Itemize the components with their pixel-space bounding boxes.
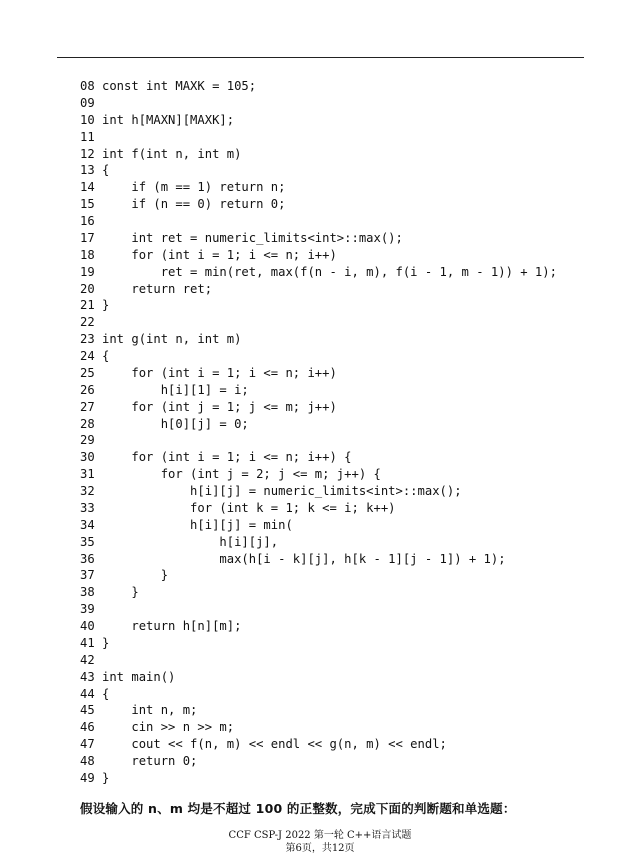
code-line: 15 if (n == 0) return 0; <box>80 197 286 212</box>
code-line: 48 return 0; <box>80 754 198 768</box>
code-line: 09 <box>80 95 95 110</box>
code-line: 33 for (int k = 1; k <= i; k++) <box>80 500 396 515</box>
code-line: 16 <box>80 214 95 228</box>
code-line: 30 for (int i = 1; i <= n; i++) { <box>80 450 352 465</box>
code-line: 23 int g(int n, int m) <box>80 332 242 347</box>
code-line: 36 max(h[i - k][j], h[k - 1][j - 1]) + 1); <box>80 551 506 566</box>
code-line: 17 int ret = numeric_limits<int>::max(); <box>80 230 403 245</box>
code-line: 46 cin >> n >> m; <box>80 720 235 735</box>
footer-exam-title: CCF CSP-J 2022 第一轮 C++语言试题 <box>228 830 412 841</box>
question-prompt: 假设输入的 n、m 均是不超过 100 的正整数，完成下面的判断题和单选题： <box>80 801 516 816</box>
code-line: 31 for (int j = 2; j <= m; j++) { <box>80 467 381 482</box>
code-line: 18 for (int i = 1; i <= n; i++) <box>80 247 337 262</box>
code-line: 12 int f(int n, int m) <box>80 146 242 161</box>
code-line: 27 for (int j = 1; j <= m; j++) <box>80 399 337 414</box>
code-line: 47 cout << f(n, m) << endl << g(n, m) << endl; <box>80 737 447 752</box>
code-line: 19 ret = min(ret, max(f(n - i, m), f(i - 1, m - 1)) + 1); <box>80 264 557 279</box>
code-line: 20 return ret; <box>80 281 213 296</box>
code-line: 41 } <box>80 635 110 650</box>
code-line: 29 <box>80 433 95 448</box>
header-rule <box>57 57 584 58</box>
code-line: 49 } <box>80 770 110 785</box>
code-line: 14 if (m == 1) return n; <box>80 180 286 195</box>
code-line: 44 { <box>80 686 110 701</box>
code-listing <box>80 78 600 787</box>
code-line: 28 h[0][j] = 0; <box>80 416 249 431</box>
code-line: 22 <box>80 315 95 330</box>
code-line: 45 int n, m; <box>80 703 198 718</box>
code-line: 39 <box>80 602 95 617</box>
code-line: 42 <box>80 652 95 667</box>
code-line: 32 h[i][j] = numeric_limits<int>::max(); <box>80 484 462 498</box>
code-line: 35 h[i][j], <box>80 534 279 549</box>
footer-page-number: 第6页，共12页 <box>285 843 355 854</box>
code-line: 11 <box>80 129 95 144</box>
code-line: 26 h[i][1] = i; <box>80 382 249 397</box>
code-line: 40 return h[n][m]; <box>80 619 242 633</box>
code-line: 08 const int MAXK = 105; <box>80 79 257 93</box>
code-line: 25 for (int i = 1; i <= n; i++) <box>80 365 337 380</box>
code-line: 38 } <box>80 585 139 600</box>
code-line: 10 int h[MAXN][MAXK]; <box>80 112 235 127</box>
code-line: 13 { <box>80 163 110 178</box>
code-line: 34 h[i][j] = min( <box>80 517 293 532</box>
code-line: 37 } <box>80 568 169 583</box>
code-line: 43 int main() <box>80 669 176 684</box>
code-line: 24 { <box>80 349 110 363</box>
code-line: 21 } <box>80 298 110 313</box>
